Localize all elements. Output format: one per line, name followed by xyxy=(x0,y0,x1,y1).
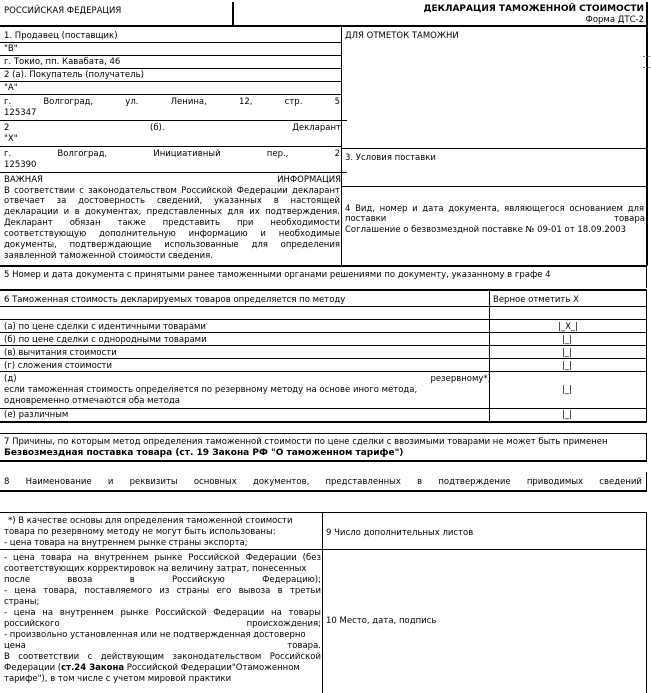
footnote-item-8: - произвольно установленная или не подтвержденная достоверно xyxy=(4,630,306,640)
box10-label: 10 Место, дата, подпись xyxy=(326,616,437,626)
line-box6-gap xyxy=(0,319,647,320)
right-border-top xyxy=(646,2,648,266)
box7-label: 7 Причины, по которым метод определения таможенной стоимости по цене сделки с ввозимыми товарами не может быть применен xyxy=(4,437,608,447)
line-box5-bottom xyxy=(0,289,647,291)
form-title: ДЕКЛАРАЦИЯ ТАМОЖЕННОЙ СТОИМОСТИ xyxy=(423,4,644,14)
footnote-line-2: товара по резервному методу не могут быть использованы: xyxy=(4,527,276,537)
method-a-checkbox[interactable]: |_X_| xyxy=(558,322,579,332)
footnote-item-4: - цена товара, поставляемого из страны его вывоза в третьи xyxy=(4,586,321,596)
box8-label: 8 Наименование и реквизиты основных документов, представленных в подтверждение приводимых сведений xyxy=(4,477,642,487)
line-box2a-label xyxy=(0,81,341,82)
margin-dots-1 xyxy=(643,56,651,57)
footnote-item-6: - цена на внутреннем рынке Российской Федерации на товары xyxy=(4,608,321,618)
right-border-box7 xyxy=(646,433,647,460)
box3-label: 3. Условия поставки xyxy=(345,153,436,163)
header-divider xyxy=(232,2,234,26)
seller-address: г. Токио, пп. Кавабата, 46 xyxy=(4,57,121,67)
method-reserve-note-1: если таможенная стоимость определяется по резервному методу на основе иного метода, xyxy=(4,385,418,395)
method-reserve-note-2: одновременно отмечаются оба метода xyxy=(4,396,180,406)
country-label: РОССИЙСКАЯ ФЕДЕРАЦИЯ xyxy=(4,6,122,16)
form-code: Форма ДТС-2 xyxy=(585,15,644,25)
mark-header: Верное отметить Х xyxy=(493,295,579,305)
line-box6-header xyxy=(0,306,647,307)
right-border-box8 xyxy=(646,472,647,490)
footnote-item-12: тарифе"), в том числе с учетом мировой практики xyxy=(4,674,232,684)
box2b-label: Декларант xyxy=(292,123,341,133)
declarant-name: "Х" xyxy=(4,134,18,144)
box5-label: 5 Номер и дата документа с принятыми ранее таможенными органами решениями по документу, указанному в графе 4 xyxy=(4,270,551,280)
line-method-d xyxy=(0,408,647,409)
customs-marks-label: ДЛЯ ОТМЕТОК ТАМОЖНИ xyxy=(345,31,459,41)
line-box3-bottom xyxy=(341,186,646,187)
column-divider xyxy=(341,26,342,266)
important-line-1: В соответствии с законодательством Российской Федерации декларант xyxy=(4,186,340,196)
line-footer-top xyxy=(0,512,647,513)
line-method-b xyxy=(0,345,647,346)
footer-column-divider xyxy=(322,512,323,693)
important-line-2: отвечает за достоверность сведений, указанных в настоящей xyxy=(4,196,340,206)
line-box6-bottom xyxy=(0,421,647,423)
footnote-item-9: цена товара. xyxy=(4,641,321,651)
footnote-item-3: после ввоза в Российскую Федерацию); xyxy=(4,575,321,585)
method-a-label: (а) по цене сделки с идентичными товарами xyxy=(4,322,206,332)
right-border-box6 xyxy=(646,291,647,422)
footnote-item-7: российского происхождения; xyxy=(4,619,321,629)
footnote-item-2: соответствующих корректировок на величину затрат, понесенных xyxy=(4,564,307,574)
box9-label: 9 Число дополнительных листов xyxy=(326,528,474,538)
declarant-postcode: 125390 xyxy=(4,160,37,170)
margin-dots-2 xyxy=(643,67,651,68)
method-b-checkbox[interactable]: |_| xyxy=(562,335,572,345)
footnote-line-3: - цена товара на внутреннем рынке страны экспорта; xyxy=(4,538,248,548)
method-e-label: (е) различным xyxy=(4,410,69,420)
line-box2a-name xyxy=(0,94,341,95)
line-customs-bottom xyxy=(341,148,646,149)
important-title-left: ВАЖНАЯ xyxy=(4,175,43,185)
box4-label-goods: товара xyxy=(614,214,645,224)
important-line-6: документы, подтверждающие использованные для определения xyxy=(4,240,340,250)
box6-label: 6 Таможенная стоимость декларируемых товаров определяется по методу xyxy=(4,295,346,305)
line-box1-address xyxy=(0,68,341,69)
line-box9-bottom xyxy=(0,549,647,550)
basis-document: Соглашение о безвозмездной поставке № 09-01 от 18.09.2003 xyxy=(345,225,627,235)
method-b-label: (б) по цене сделки с однородными товарами xyxy=(4,335,207,345)
line-box4-bottom xyxy=(0,265,647,267)
buyer-address: г. Волгоград, ул. Ленина, 12, стр. 5 xyxy=(4,97,340,107)
important-line-3: декларации и в документах, представленных для их подтверждения. xyxy=(4,207,340,217)
line-box2b-label xyxy=(0,146,341,147)
line-method-d-label xyxy=(0,371,647,372)
right-border-box5 xyxy=(646,266,647,288)
footnote-item-11: Федерации (ст.24 Закона Российской Федерации"Отаможенном xyxy=(4,663,300,673)
line-box7-top xyxy=(0,433,647,434)
method-d-checkbox[interactable]: |_| xyxy=(562,361,572,371)
line-box7-bottom xyxy=(0,460,647,462)
method-c-label: (в) вычитания стоимости xyxy=(4,348,117,358)
right-border-footer xyxy=(646,512,647,693)
header-bottom-line xyxy=(0,25,647,27)
method-e-checkbox[interactable]: |_| xyxy=(562,410,572,420)
box7-reason: Безвозмездная поставка товара (ст. 19 Закона РФ "О таможенном тарифе") xyxy=(4,448,404,458)
box2a-label: 2 (а). Покупатель (получатель) xyxy=(4,70,144,80)
footnote-line-1: *) В качестве основы для определения таможенной стоимости xyxy=(8,516,293,526)
buyer-name: "А" xyxy=(4,83,18,93)
box4-label: 4 Вид, номер и дата документа, являющегося основанием для xyxy=(345,204,644,214)
line-box8-bottom xyxy=(0,490,647,492)
seller-name: "В" xyxy=(4,44,18,54)
declarant-address: г. Волгоград, Инициативный пер., 2 xyxy=(4,149,340,159)
important-line-4: Декларант обязан также представить при необходимости xyxy=(4,218,340,228)
box4-label-delivery: поставки xyxy=(345,214,387,224)
line-box2b-address xyxy=(0,172,347,173)
method-d-label: (г) сложения стоимости xyxy=(4,361,113,371)
important-line-5: соответствующую дополнительную информацию и необходимые xyxy=(4,229,340,239)
footnote-item-1: - цена товара на внутреннем рынке Российской Федерации (без xyxy=(4,553,321,563)
method-c-checkbox[interactable]: |_| xyxy=(562,348,572,358)
box2b-letter: (б). xyxy=(150,123,165,133)
method-reserve-label: резервному*) xyxy=(430,374,491,384)
important-line-7: заявленной таможенной стоимости сведения. xyxy=(4,251,213,261)
line-box2a-address xyxy=(0,120,347,121)
method-reserve-checkbox[interactable]: |_| xyxy=(562,385,572,395)
mark-column-divider xyxy=(489,291,490,422)
box1-label: 1. Продавец (поставщик) xyxy=(4,31,118,41)
box2b-number: 2 xyxy=(4,123,10,133)
method-reserve-letter: (д) xyxy=(4,374,17,384)
footnote-item-5: страны; xyxy=(4,597,40,607)
line-box1-name xyxy=(0,55,341,56)
line-box1-label xyxy=(0,42,341,43)
buyer-postcode: 125347 xyxy=(4,108,37,118)
line-method-a xyxy=(0,332,647,333)
line-method-c xyxy=(0,358,647,359)
footnote-item-10: В соответствии с действующим законодательством Российской xyxy=(4,652,321,662)
important-title-right: ИНФОРМАЦИЯ xyxy=(277,175,341,185)
